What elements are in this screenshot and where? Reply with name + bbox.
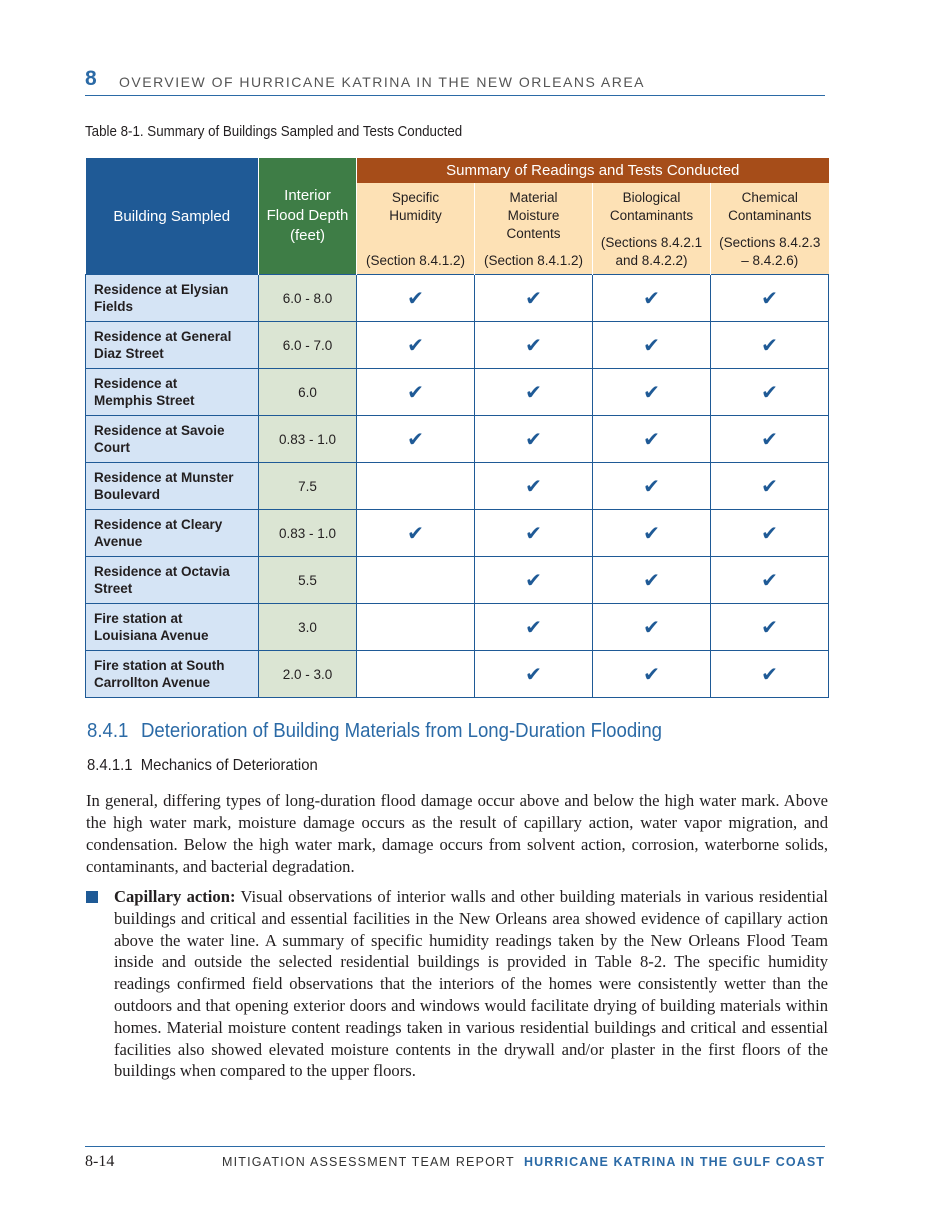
check-cell: [475, 322, 593, 369]
page-header: [85, 66, 825, 96]
building-cell: [86, 275, 259, 322]
check-cell: [711, 275, 829, 322]
building-name-line: Residence at Munster: [94, 470, 234, 485]
subheader-section-line: (Section 8.4.1.2): [365, 253, 466, 268]
bullet-body: Visual observations of interior walls and other building materials in various residential buildings and critical and essential facilities in the New Orleans area showed evidence of capillary action above the water line. A summary of specific humidity readings taken by the New Orleans Flood Team inside and outside the selected residential buildings is provided in Table 8-2. The specific humidity readings confirmed field observations that the interiors of the homes were consistently wetter than the outdoors and that opening exterior doors and windows would facilitate drying of building materials within homes. Material moisture content readings taken in various residential buildings and critical and essential facilities also showed elevated moisture contents in the drywall and/or plaster in the first floors of the buildings when compared to the upper floors.: [114, 887, 829, 1081]
check-cell: [475, 510, 593, 557]
table-row: [86, 557, 829, 604]
building-name-line: Memphis Street: [94, 393, 195, 408]
table-row: [86, 463, 829, 510]
building-name-line: Residence at Elysian: [94, 282, 229, 297]
table-row: [86, 322, 829, 369]
building-cell: [86, 510, 259, 557]
table-row: [86, 604, 829, 651]
building-name-line: Boulevard: [94, 487, 161, 502]
check-cell: [593, 651, 711, 698]
section-heading: [87, 720, 662, 743]
building-name-line: Court: [94, 440, 130, 455]
checkmark-icon: ✔: [761, 615, 778, 639]
flood-depth-cell: 7.5: [259, 463, 357, 510]
checkmark-icon: ✔: [407, 333, 424, 357]
checkmark-icon: ✔: [761, 380, 778, 404]
building-name-line: Residence at Cleary: [94, 517, 223, 532]
building-name-line: Residence at: [94, 376, 178, 391]
flood-depth-cell: 6.0: [259, 369, 357, 416]
subheader-section: [475, 252, 592, 270]
check-cell: [593, 369, 711, 416]
check-cell: [593, 463, 711, 510]
check-cell: [593, 416, 711, 463]
checkmark-icon: ✔: [407, 286, 424, 310]
subheader-col-2: [475, 183, 593, 275]
check-cell: [711, 322, 829, 369]
bullet-text: [114, 886, 828, 1082]
flood-depth-cell: 5.5: [259, 557, 357, 604]
check-cell: [357, 604, 475, 651]
check-cell: [475, 557, 593, 604]
subheader-name: [357, 183, 474, 225]
building-name-line: Fields: [94, 299, 134, 314]
bullet-square-icon: [86, 891, 98, 903]
check-cell: [475, 651, 593, 698]
checkmark-icon: ✔: [407, 521, 424, 545]
flood-depth-line-2: Flood Depth: [266, 207, 349, 224]
building-name-line: Carrollton Avenue: [94, 675, 211, 690]
flood-depth-cell: 0.83 - 1.0: [259, 416, 357, 463]
check-cell: [357, 275, 475, 322]
table-row: [86, 510, 829, 557]
table-row: [86, 275, 829, 322]
check-cell: [711, 651, 829, 698]
subheader-name: [593, 183, 710, 225]
check-cell: [711, 416, 829, 463]
building-cell: [86, 463, 259, 510]
check-cell: [357, 510, 475, 557]
check-cell: [711, 604, 829, 651]
building-name-line: Residence at Savoie: [94, 423, 225, 438]
building-cell: [86, 651, 259, 698]
checkmark-icon: ✔: [761, 474, 778, 498]
checkmark-icon: ✔: [643, 474, 660, 498]
checkmark-icon: ✔: [643, 568, 660, 592]
header-summary-group: Summary of Readings and Tests Conducted: [357, 158, 829, 183]
subheader-section-line: – 8.4.2.6): [741, 253, 799, 268]
table-row: [86, 416, 829, 463]
checkmark-icon: ✔: [525, 333, 542, 357]
check-cell: [357, 463, 475, 510]
table-row: [86, 651, 829, 698]
check-cell: [593, 557, 711, 604]
checkmark-icon: ✔: [761, 662, 778, 686]
checkmark-icon: ✔: [525, 380, 542, 404]
building-name-line: Residence at Octavia: [94, 564, 230, 579]
subheader-section-line: (Sections 8.4.2.3: [719, 235, 821, 250]
building-name-line: Louisiana Avenue: [94, 628, 209, 643]
check-cell: [593, 510, 711, 557]
table-row: [86, 369, 829, 416]
table-caption: Table 8-1. Summary of Buildings Sampled and Tests Conducted: [85, 124, 463, 140]
summary-table: [85, 158, 829, 698]
checkmark-icon: ✔: [525, 568, 542, 592]
subheader-col-1: [357, 183, 475, 275]
building-name-line: Fire station at: [94, 611, 183, 626]
checkmark-icon: ✔: [761, 521, 778, 545]
subheader-section-line: (Section 8.4.1.2): [483, 253, 584, 268]
checkmark-icon: ✔: [525, 615, 542, 639]
subheader-section-line: and 8.4.2.2): [615, 253, 688, 268]
checkmark-icon: ✔: [525, 286, 542, 310]
checkmark-icon: ✔: [525, 521, 542, 545]
chapter-number: 8: [85, 67, 97, 90]
chapter-title: OVERVIEW OF HURRICANE KATRINA IN THE NEW ORLEANS AREA: [119, 74, 646, 90]
checkmark-icon: ✔: [407, 380, 424, 404]
checkmark-icon: ✔: [761, 568, 778, 592]
checkmark-icon: ✔: [407, 427, 424, 451]
subsection-title: Mechanics of Deterioration: [140, 757, 318, 774]
check-cell: [711, 510, 829, 557]
check-cell: [475, 463, 593, 510]
check-cell: [357, 369, 475, 416]
subheader-name-line: Material: [509, 190, 558, 205]
checkmark-icon: ✔: [761, 427, 778, 451]
checkmark-icon: ✔: [525, 662, 542, 686]
check-cell: [357, 322, 475, 369]
subheader-name-line: Humidity: [389, 208, 442, 223]
footer-report-title: HURRICANE KATRINA IN THE GULF COAST: [524, 1155, 825, 1169]
subheader-section-line: (Sections 8.4.2.1: [600, 235, 703, 250]
check-cell: [475, 416, 593, 463]
flood-depth-line-1: Interior: [284, 187, 331, 204]
subheader-section: [357, 252, 474, 270]
check-cell: [711, 463, 829, 510]
flood-depth-cell: 2.0 - 3.0: [259, 651, 357, 698]
check-cell: [357, 651, 475, 698]
checkmark-icon: ✔: [525, 427, 542, 451]
building-name-line: Diaz Street: [94, 346, 164, 361]
flood-depth-line-3: (feet): [289, 227, 325, 244]
building-name-line: Fire station at South: [94, 658, 225, 673]
building-cell: [86, 322, 259, 369]
subheader-name: [475, 183, 592, 243]
check-cell: [711, 557, 829, 604]
checkmark-icon: ✔: [643, 333, 660, 357]
check-cell: [357, 416, 475, 463]
check-cell: [475, 275, 593, 322]
flood-depth-cell: 6.0 - 7.0: [259, 322, 357, 369]
checkmark-icon: ✔: [761, 333, 778, 357]
footer-page-number: 8-14: [85, 1153, 115, 1170]
building-cell: [86, 604, 259, 651]
checkmark-icon: ✔: [643, 286, 660, 310]
checkmark-icon: ✔: [525, 474, 542, 498]
bullet-term: Capillary action:: [114, 887, 236, 906]
check-cell: [711, 369, 829, 416]
building-cell: [86, 557, 259, 604]
subheader-name-line: Specific: [391, 190, 440, 205]
checkmark-icon: ✔: [643, 521, 660, 545]
flood-depth-cell: 3.0: [259, 604, 357, 651]
subheader-section: [711, 234, 829, 270]
subsection-heading: [87, 757, 318, 775]
bullet-item: [86, 886, 828, 1082]
subheader-name-line: Moisture: [507, 208, 560, 223]
flood-depth-cell: 6.0 - 8.0: [259, 275, 357, 322]
subheader-name-line: Chemical: [741, 190, 798, 205]
footer-report-name: MITIGATION ASSESSMENT TEAM REPORT: [222, 1155, 515, 1169]
subsection-number: 8.4.1.1: [87, 757, 133, 774]
check-cell: [593, 604, 711, 651]
building-cell: [86, 416, 259, 463]
subheader-name-line: Contents: [506, 226, 561, 241]
check-cell: [357, 557, 475, 604]
checkmark-icon: ✔: [643, 662, 660, 686]
subheader-name-line: Contaminants: [728, 208, 812, 223]
header-flood-depth: [259, 158, 357, 275]
subheader-name-line: Biological: [622, 190, 681, 205]
check-cell: [475, 604, 593, 651]
checkmark-icon: ✔: [643, 427, 660, 451]
check-cell: [475, 369, 593, 416]
building-name-line: Residence at General: [94, 329, 232, 344]
footer-rule: [85, 1146, 825, 1147]
body-paragraph: In general, differing types of long-duration flood damage occur above and below the high water mark. Above the high water mark, moisture damage occurs as the result of capillary action, water vapor migration, and condensation. Below the high water mark, damage occurs from solvent action, corrosion, waterborne solids, contaminants, and bacterial degradation.: [86, 791, 828, 876]
flood-depth-cell: 0.83 - 1.0: [259, 510, 357, 557]
building-cell: [86, 369, 259, 416]
check-cell: [593, 322, 711, 369]
subheader-name-line: Contaminants: [609, 208, 694, 223]
section-number: 8.4.1: [87, 720, 129, 742]
header-building-sampled: Building Sampled: [86, 158, 259, 275]
checkmark-icon: ✔: [643, 615, 660, 639]
subheader-col-3: [593, 183, 711, 275]
subheader-section: [593, 234, 710, 270]
subheader-col-4: [711, 183, 829, 275]
checkmark-icon: ✔: [761, 286, 778, 310]
building-name-line: Avenue: [94, 534, 143, 549]
building-name-line: Street: [94, 581, 133, 596]
check-cell: [593, 275, 711, 322]
checkmark-icon: ✔: [643, 380, 660, 404]
section-title: Deterioration of Building Materials from Long-Duration Flooding: [140, 720, 663, 742]
subheader-name: [711, 183, 829, 225]
